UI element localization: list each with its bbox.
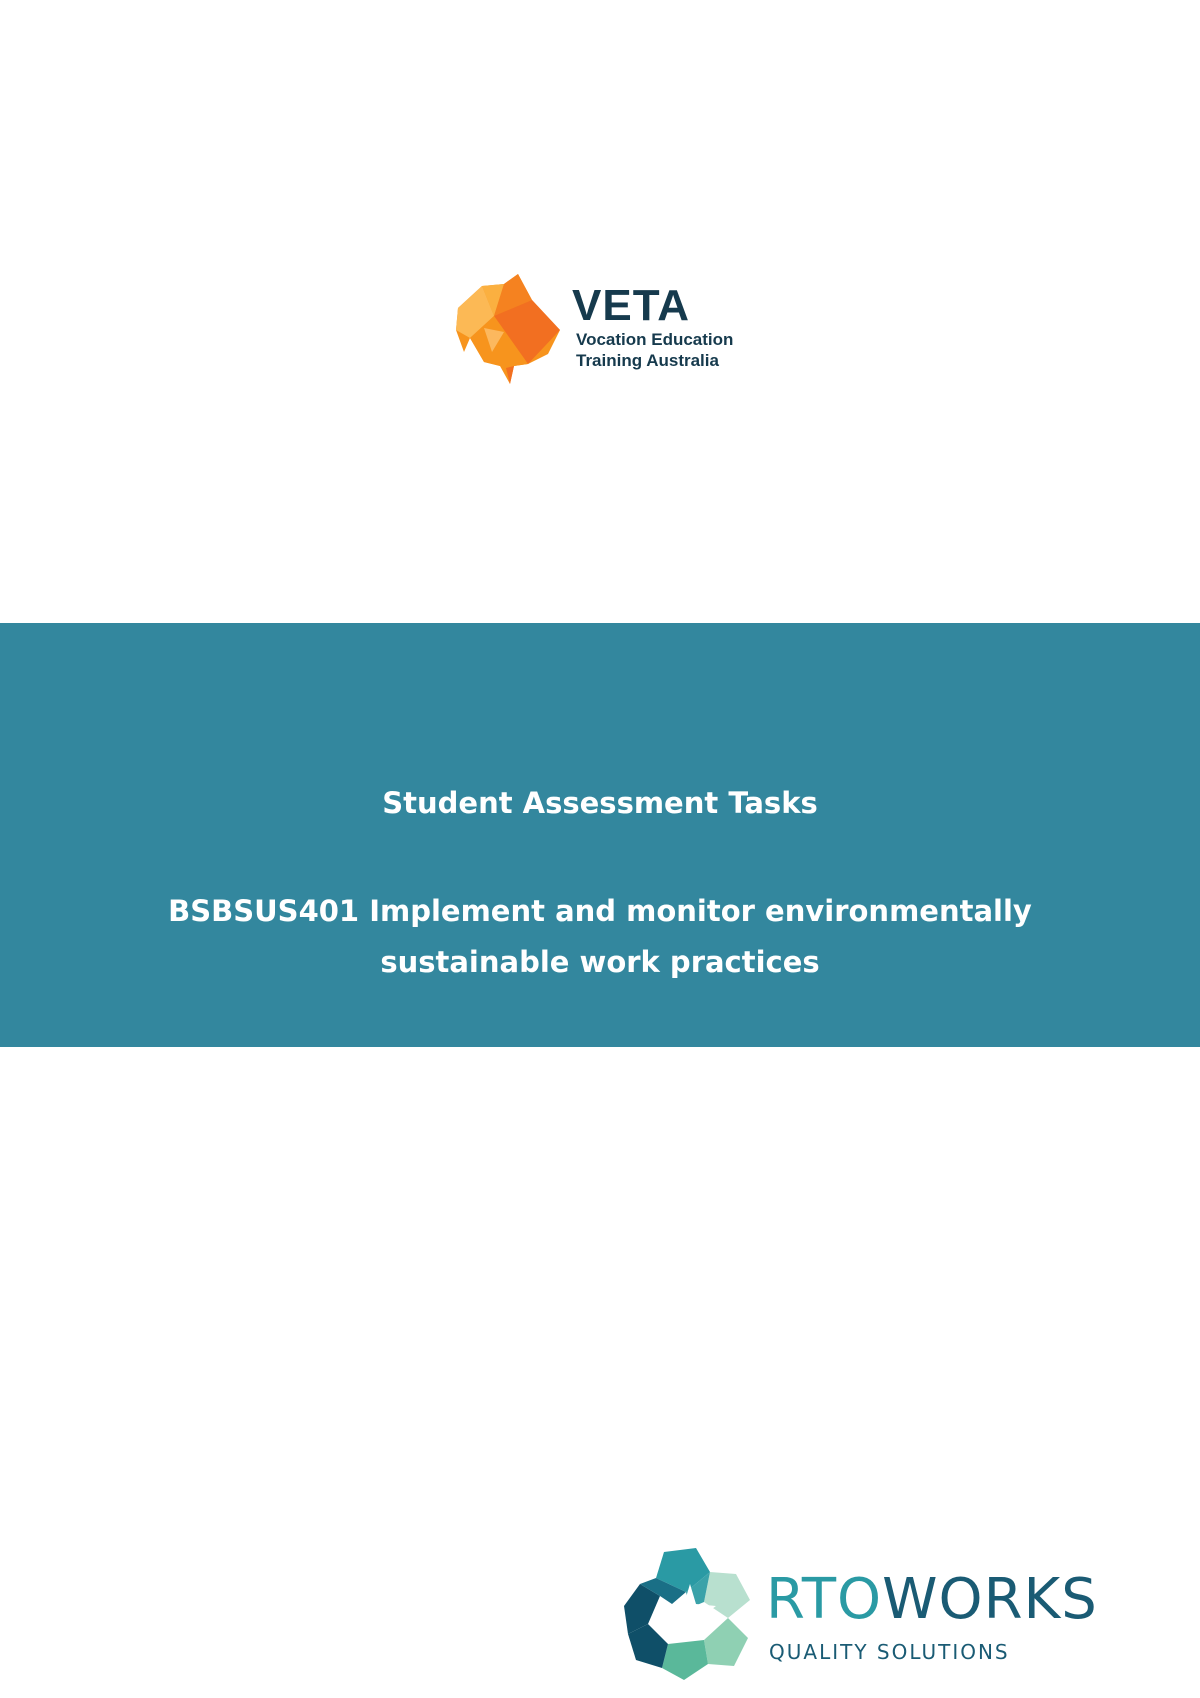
title-banner: [0, 623, 1200, 1047]
rtoworks-wordmark: [766, 1567, 1098, 1632]
rtoworks-name-works: WORKS: [882, 1567, 1098, 1632]
rtoworks-name-rto: RTO: [766, 1567, 883, 1632]
course-title: BSBSUS401 Implement and monitor environmentally sustainable work practices: [168, 894, 1032, 979]
veta-subtitle-line2: Training Australia: [576, 351, 719, 370]
veta-wordmark: VETA: [572, 281, 691, 330]
australia-map-icon: [448, 272, 570, 384]
document-title: Student Assessment Tasks: [382, 786, 818, 820]
veta-subtitle-line1: Vocation Education: [576, 330, 734, 349]
rtoworks-tagline: QUALITY SOLUTIONS: [769, 1640, 1010, 1664]
star-polygon-icon: [624, 1548, 756, 1680]
rtoworks-logo: [624, 1548, 1124, 1688]
veta-logo: [448, 272, 768, 392]
